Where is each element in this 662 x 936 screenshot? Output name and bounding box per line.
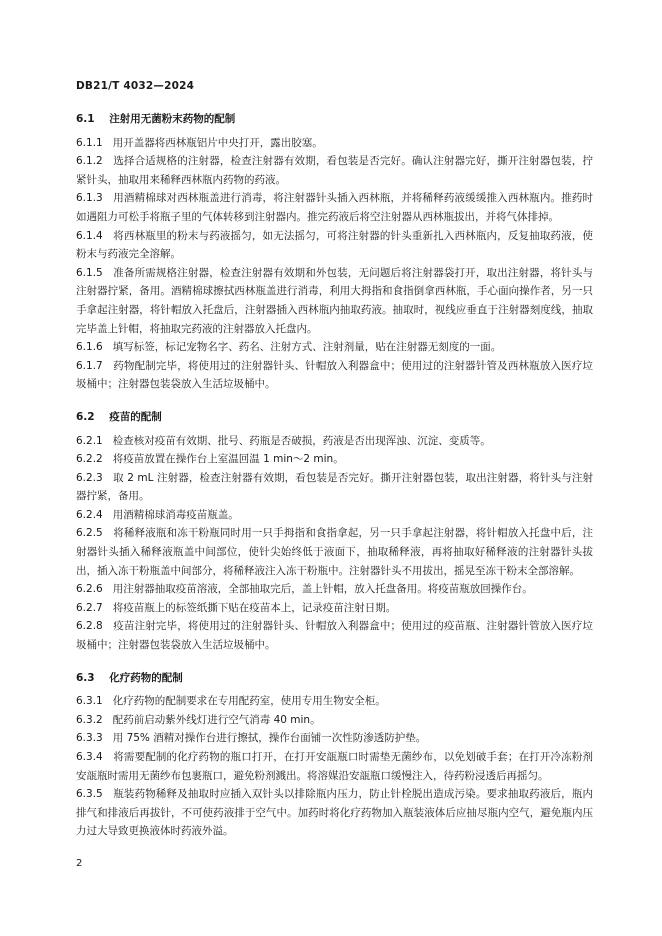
clause-6-2-4: 6.2.4 用酒精棉球消毒疫苗瓶盖。	[76, 508, 239, 521]
section-title: 6.2 疫苗的配制	[76, 410, 162, 423]
clause-6-1-1: 6.1.1 用开盖器将西林瓶铝片中央打开，露出胶塞。	[76, 136, 323, 149]
clause-6-2-7: 6.2.7 将疫苗瓶上的标签纸撕下贴在疫苗本上，记录疫苗注射日期。	[76, 601, 397, 614]
section-6-3	[76, 669, 593, 841]
clause-6-1-2: 6.1.2 选择合适规格的注射器，检查注射器有效期，看包装是否完好。确认注射器完好，撕开注射器包装，拧紧针头，抽取用来稀释西林瓶内药物的药液。	[76, 155, 594, 186]
document-body	[76, 110, 593, 841]
clause-6-2-2: 6.2.2 将疫苗放置在操作台上室温回温 1 min～2 min。	[76, 453, 344, 466]
clause-6-1-5: 6.1.5 准备所需规格注射器，检查注射器有效期和外包装，无问题后将注射器袋打开，取出注射器，将针头与注射器拧紧，备用。酒精棉球擦拭西林瓶盖进行消毒，利用大拇指和食指倒拿西林瓶，手心面向操作者，另一只手拿起注射器，将针帽放入托盘后，注射器插入西林瓶内抽取药液。抽取时，视线应垂直于注射器刻度线，抽取完毕盖上针帽，将抽取完药液的注射器放入托盘内。	[76, 266, 594, 335]
clause-6-3-1: 6.3.1 化疗药物的配制要求在专用配药室，使用专用生物安全柜。	[76, 695, 386, 708]
clause-6-2-6: 6.2.6 用注射器抽取疫苗溶液，全部抽取完后，盖上针帽，放入托盘备用。将疫苗瓶放回操作台。	[76, 583, 533, 596]
clause-6-2-1: 6.2.1 检查核对疫苗有效期、批号、药瓶是否破损，药液是否出现浑浊、沉淀、变质等。	[76, 434, 491, 447]
clause-6-3-3: 6.3.3 用 75% 酒精对操作台进行擦拭，操作台面铺一次性防渗透防护垫。	[76, 732, 427, 745]
clause-6-2-5: 6.2.5 将稀释液瓶和冻干粉瓶同时用一只手拇指和食指拿起，另一只手拿起注射器，将针帽放入托盘中后，注射器针头插入稀释液瓶盖中间部位，使针尖始终低于液面下，抽取稀释液，再将抽取好稀释液的注射器针头拔出，插入冻干粉瓶盖中间部分，将稀释液注入冻干粉瓶中。注射器针头不用拔出，摇晃至冻干粉末全部溶解。	[76, 527, 594, 577]
section-6-1	[76, 110, 593, 394]
section-title: 6.1 注射用无菌粉末药物的配制	[76, 113, 236, 125]
standard-code: DB21/T 4032—2024	[76, 80, 195, 92]
page-number: 2	[76, 858, 83, 869]
clause-6-3-5: 6.3.5 瓶装药物稀释及抽取时应插入双针头以排除瓶内压力，防止针栓脱出造成污染。要求抽取药液后，瓶内排气和排液后再拔针，不可使药液排于空气中。加药时将化疗药物加入瓶装液体后应抽尽瓶内空气，避免瓶内压力过大导致更换液体时药液外溢。	[76, 788, 594, 838]
clause-6-2-8: 6.2.8 疫苗注射完毕，将使用过的注射器针头、针帽放入利器盒中；使用过的疫苗瓶、注射器针管放入医疗垃圾桶中；注射器包装袋放入生活垃圾桶中。	[76, 620, 594, 652]
clause-6-1-7: 6.1.7 药物配制完毕，将使用过的注射器针头、针帽放入利器盒中；使用过的注射器针管及西林瓶放入医疗垃圾桶中；注射器包装袋放入生活垃圾桶中。	[76, 359, 594, 391]
clause-6-1-4: 6.1.4 将西林瓶里的粉末与药液摇匀，如无法摇匀，可将注射器的针头重新扎入西林瓶内，反复抽取药液，使粉末与药液完全溶解。	[76, 229, 594, 261]
clause-6-3-2: 6.3.2 配药前启动紫外线灯进行空气消毒 40 min。	[76, 713, 321, 726]
clause-6-1-3: 6.1.3 用酒精棉球对西林瓶盖进行消毒，将注射器针头插入西林瓶，并将稀释药液缓缓推入西林瓶内。推药时如遇阻力可松手将瓶子里的气体转移到注射器内。推完药液后将空注射器从西林瓶拔出，并将气体排掉。	[76, 192, 594, 223]
section-title: 6.3 化疗药物的配制	[76, 671, 183, 684]
clause-6-2-3: 6.2.3 取 2 mL 注射器，检查注射器有效期，看包装是否完好。撕开注射器包装，取出注射器，将针头与注射器拧紧，备用。	[76, 471, 593, 503]
section-6-2	[76, 408, 593, 655]
clause-6-3-4: 6.3.4 将需要配制的化疗药物的瓶口打开，在打开安瓿瓶口时需垫无菌纱布，以免划破手套；在打开冷冻粉剂安瓿瓶时需用无菌纱布包裹瓶口，避免粉剂溅出。将溶媒沿安瓿瓶口缓慢注入，待药粉浸透后再摇匀。	[76, 751, 594, 782]
clause-6-1-6: 6.1.6 填写标签，标记宠物名字、药名、注射方式、注射剂量，贴在注射器无刻度的一面。	[76, 341, 502, 354]
